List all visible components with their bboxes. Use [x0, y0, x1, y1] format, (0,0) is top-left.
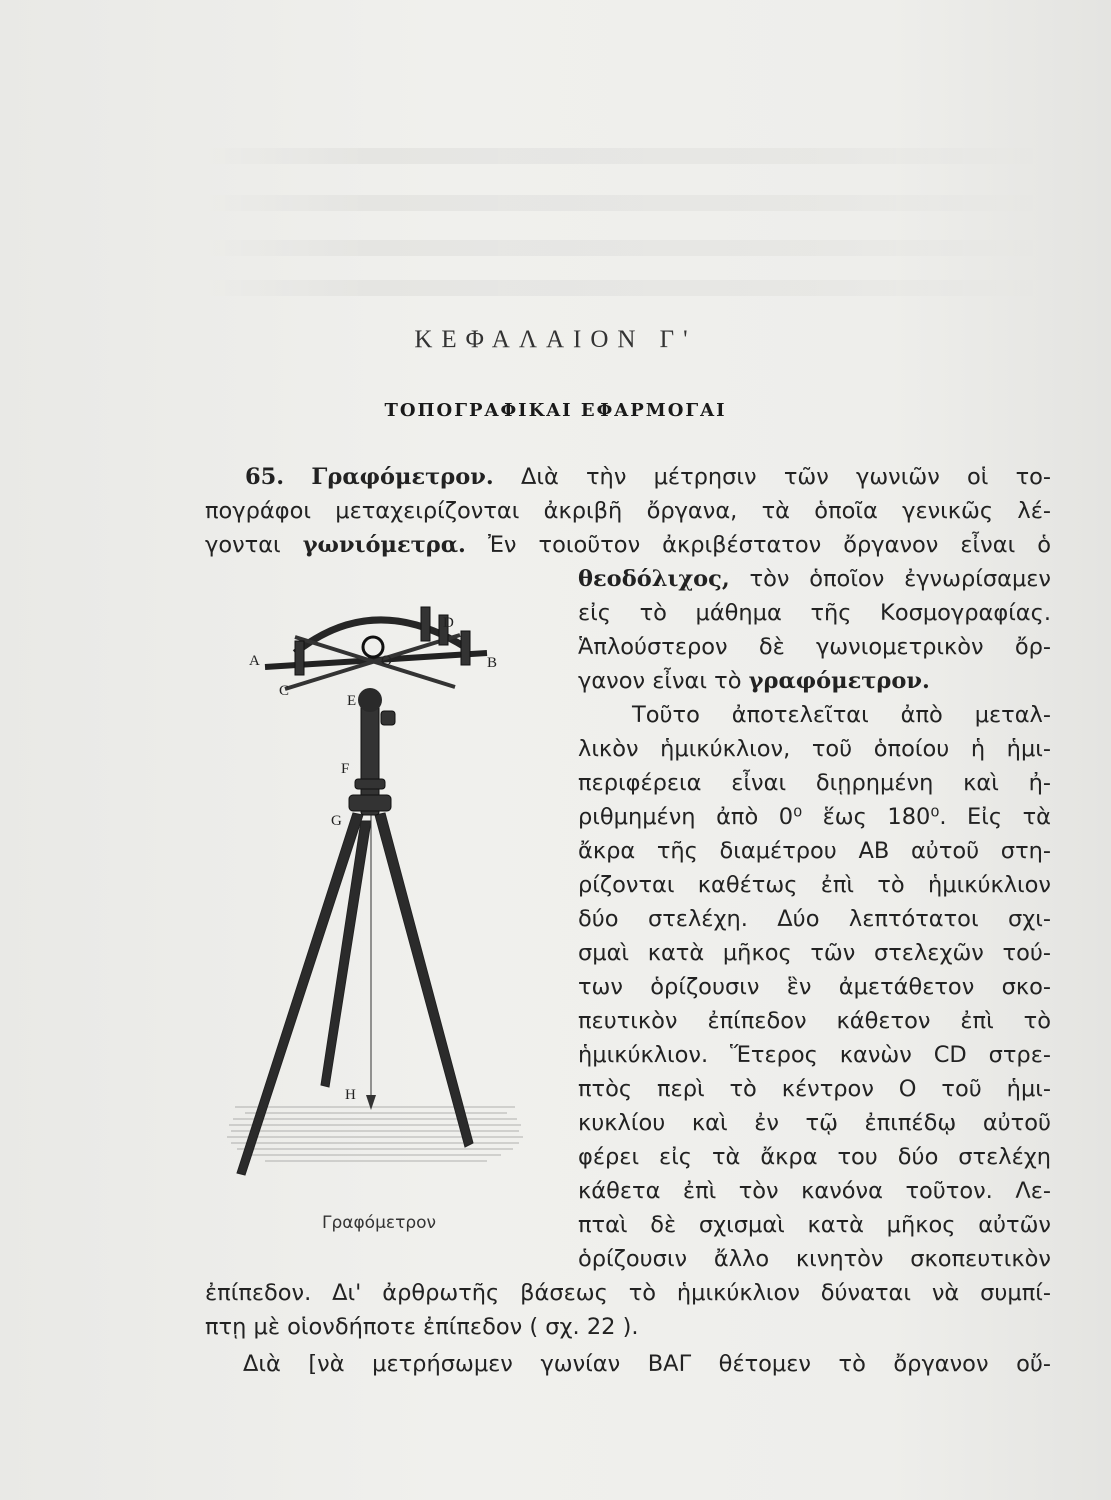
text-line	[578, 666, 930, 696]
text-line: πτῃ μὲ οἱονδήποτε ἐπίπεδον ( σχ. 22 ).	[205, 1314, 639, 1340]
text-line: περιφέρεια εἶναι διῃρημένη καὶ ἠ-	[578, 770, 1051, 796]
bold-term: γραφόμετρον.	[748, 668, 930, 694]
text-line	[205, 530, 1051, 560]
label-g: G	[331, 813, 342, 829]
section-number: 65.	[245, 464, 285, 490]
text-span: γανον εἶναι τὸ	[578, 668, 742, 694]
bleed-through-ghost	[200, 280, 1050, 296]
label-b: B	[487, 655, 498, 671]
text-line: των ὁρίζουσιν ἓν ἀμετάθετον σκο-	[578, 974, 1051, 1000]
tripod-legs	[237, 813, 473, 1175]
text-line: δύο στελέχη. Δύο λεπτότατοι σχι-	[578, 906, 1051, 932]
text-line: κάθετα ἐπὶ τὸν κανόνα τοῦτον. Λε-	[578, 1178, 1051, 1204]
text-line: Ἁπλούστερον δὲ γωνιομετρικὸν ὄρ-	[578, 634, 1051, 660]
text-span: Διὰ τὴν μέτρησιν τῶν γωνιῶν οἱ το-	[520, 464, 1052, 490]
text-line: Διὰ [νὰ μετρήσωμεν γωνίαν ΒΑΓ θέτομεν τὸ ὄργανον οὔ-	[243, 1351, 1051, 1377]
graphometer-illustration	[225, 595, 525, 1195]
text-line: ἡμικύκλιον. Ἕτερος κανὼν CD στρε-	[578, 1042, 1051, 1068]
text-line: ἄκρα τῆς διαμέτρου AB αὐτοῦ στη-	[578, 838, 1051, 864]
text-line: πτὸς περὶ τὸ κέντρον Ο τοῦ ἡμι-	[578, 1076, 1051, 1102]
bleed-through-ghost	[200, 195, 1050, 211]
text-line: ἐπίπεδον. Δι' ἀρθρωτῆς βάσεως τὸ ἡμικύκλιον δύναται νὰ συμπί-	[205, 1280, 1051, 1306]
text-line: φέρει εἰς τὰ ἄκρα του δύο στελέχη	[578, 1144, 1051, 1170]
text-line: ὁρίζουσιν ἄλλο κινητὸν σκοπευτικὸν	[578, 1246, 1051, 1272]
label-d: D	[443, 615, 454, 631]
label-c: C	[279, 683, 290, 699]
section-title: ΤΟΠΟΓΡΑΦΙΚΑΙ ΕΦΑΡΜΟΓΑΙ	[384, 400, 727, 421]
ball-joint	[358, 688, 382, 712]
text-line: ρίζονται καθέτως ἐπὶ τὸ ἡμικύκλιον	[578, 872, 1051, 898]
plumb-bob	[366, 1095, 376, 1110]
figure-caption: Γραφόμετρον	[322, 1213, 437, 1233]
bleed-through-ghost	[200, 148, 1050, 164]
text-span: Ἐν τοιοῦτον ἀκριβέστατον ὄργανον εἶναι ὁ	[487, 532, 1051, 558]
chapter-heading: ΚΕΦΑΛΑΙΟΝ Γ'	[414, 326, 697, 353]
text-line: σμαὶ κατὰ μῆκος τῶν στελεχῶν τού-	[578, 940, 1051, 966]
bleed-through-ghost	[200, 240, 1050, 256]
text-line: πογράφοι μεταχειρίζονται ἀκριβῆ ὄργανα, τὰ ὁποῖα γενικῶς λέ-	[205, 498, 1051, 524]
bold-term: γωνιόμετρα.	[302, 532, 466, 558]
section-heading: Γραφόμετρον.	[311, 464, 494, 490]
text-line: εἰς τὸ μάθημα τῆς Κοσμογραφίας.	[578, 600, 1051, 626]
text-line: κυκλίου καὶ ἐν τῷ ἐπιπέδῳ αὐτοῦ	[578, 1110, 1051, 1136]
label-f: F	[341, 761, 350, 777]
label-o: O	[381, 653, 392, 669]
bold-term: θεοδόλιχος,	[578, 566, 730, 592]
text-line: πευτικὸν ἐπίπεδον κάθετον ἐπὶ τὸ	[578, 1008, 1051, 1034]
text-line	[205, 462, 1051, 492]
text-line	[578, 564, 1051, 594]
text-line: πταὶ δὲ σχισμαὶ κατὰ μῆκος αὐτῶν	[578, 1212, 1051, 1238]
label-h: H	[345, 1087, 356, 1103]
ground-shading	[227, 1107, 523, 1161]
text-line: Τοῦτο ἀποτελεῖται ἀπὸ μεταλ-	[632, 702, 1051, 728]
text-span: γονται	[205, 532, 281, 558]
text-line: ριθμημένη ἀπὸ 0⁰ ἕως 180⁰. Εἰς τὰ	[578, 804, 1051, 830]
column	[349, 705, 395, 815]
graphometer-figure	[225, 595, 525, 1195]
text-span: τὸν ὁποῖον ἐγνωρίσαμεν	[749, 566, 1052, 592]
label-e: E	[347, 693, 357, 709]
label-a: A	[249, 653, 260, 669]
text-line: λικὸν ἡμικύκλιον, τοῦ ὁποίου ἡ ἡμι-	[578, 736, 1051, 762]
